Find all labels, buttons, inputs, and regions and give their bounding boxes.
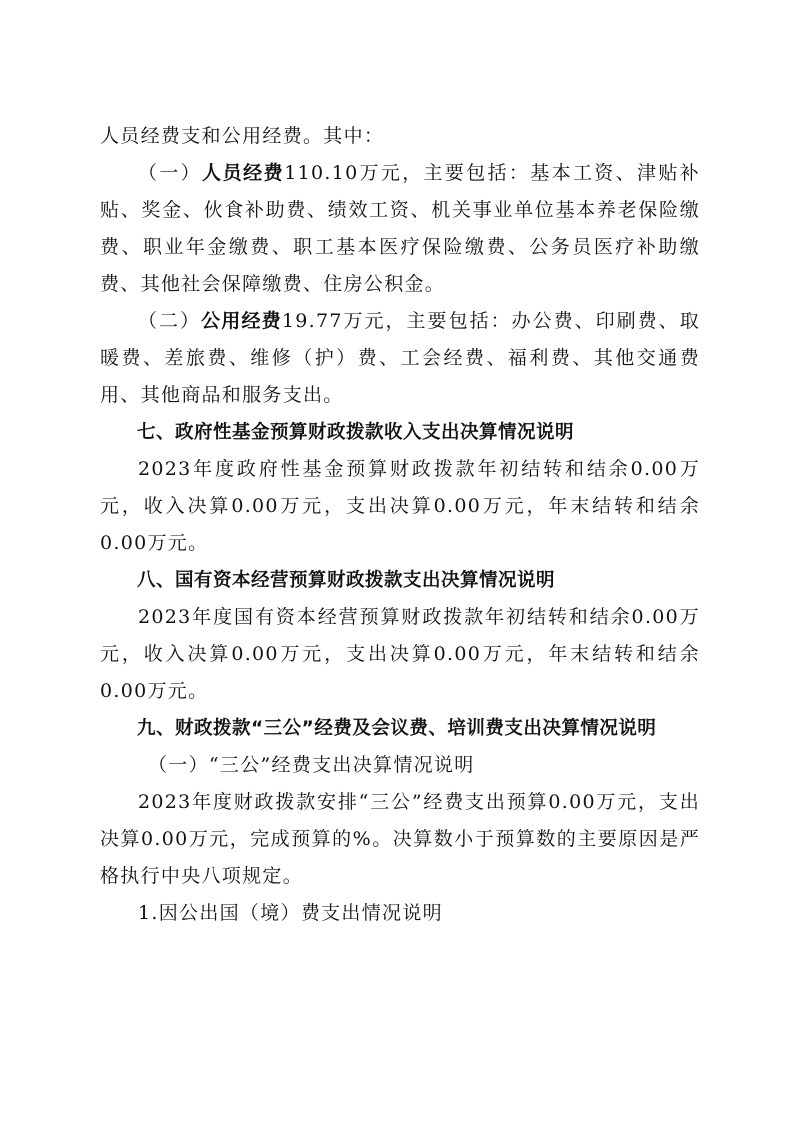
section-9-heading: 九、财政拨款“三公”经费及会议费、培训费支出决算情况说明: [137, 718, 657, 739]
personnel-expense-paragraph: [100, 155, 700, 303]
intro-paragraph: 人员经费支和公用经费。其中：: [100, 125, 385, 147]
section-7-heading: 七、政府性基金预算财政拨款收入支出决算情况说明: [137, 422, 575, 443]
public-expense-prefix: （二）: [138, 310, 202, 332]
personnel-expense-body: 110.10万元，主要包括：基本工资、津贴补贴、奖金、伙食补助费、绩效工资、机关事业单位基本养老保险缴费、职业年金缴费、职工基本医疗保险缴费、公务员医疗补助缴费、其他社会保障缴费、住房公积金。: [100, 162, 700, 295]
public-expense-paragraph: [100, 303, 700, 414]
personnel-expense-prefix: （一）: [138, 162, 203, 184]
document-page: [100, 118, 700, 932]
section-8-body: 2023年度国有资本经营预算财政拨款年初结转和结余0.00万元，收入决算0.00万元，支出决算0.00万元，年末结转和结余0.00万元。: [100, 606, 700, 702]
section-9-body: 2023年度财政拨款安排“三公”经费支出预算0.00万元，支出决算0.00万元，完成预算的%。决算数小于预算数的主要原因是严格执行中央八项规定。: [100, 791, 700, 887]
public-expense-body: 19.77万元，主要包括：办公费、印刷费、取暖费、差旅费、维修（护）费、工会经费、福利费、其他交通费用、其他商品和服务支出。: [100, 310, 700, 406]
public-expense-label: 公用经费: [201, 310, 282, 332]
section-8-heading: 八、国有资本经营预算财政拨款支出决算情况说明: [137, 570, 556, 591]
section-7-body: 2023年度政府性基金预算财政拨款年初结转和结余0.00万元，收入决算0.00万元，支出决算0.00万元，年末结转和结余0.00万元。: [100, 458, 700, 554]
personnel-expense-label: 人员经费: [202, 162, 285, 184]
section-9-subheading: （一）“三公”经费支出决算情况说明: [148, 754, 475, 776]
section-9-item-1-heading: 1.因公出国（境）费支出情况说明: [138, 902, 443, 924]
